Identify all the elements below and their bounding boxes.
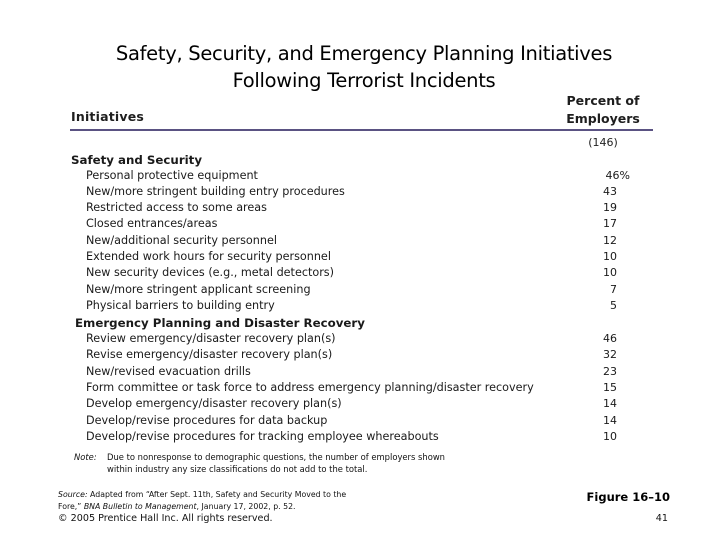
table-row-label: Review emergency/disaster recovery plan(s) bbox=[86, 332, 336, 345]
table-row-value: 17 bbox=[603, 217, 617, 230]
slide-title-line-1: Safety, Security, and Emergency Planning Initiatives bbox=[115, 42, 613, 65]
table-row-value: 15 bbox=[603, 381, 617, 394]
table-row-label: Extended work hours for security personnel bbox=[86, 250, 331, 263]
source-text-pre: Adapted from “After Sept. 11th, Safety and Security Moved to the Fore,” bbox=[58, 490, 347, 511]
note-text: Due to nonresponse to demographic questions, the number of employers shown within industry any size classifications do not add to the total. bbox=[107, 452, 445, 474]
section-heading-safety-security: Safety and Security bbox=[71, 153, 203, 167]
column-header-percent-line-2: Employers bbox=[566, 111, 640, 126]
table-row-value: 32 bbox=[603, 348, 617, 361]
note-label: Note: bbox=[74, 452, 97, 462]
table-row-label: Physical barriers to building entry bbox=[86, 299, 275, 312]
slide-title bbox=[0, 40, 720, 94]
source-text-post: , January 17, 2002, p. 52. bbox=[196, 502, 296, 511]
page-number: 41 bbox=[655, 513, 668, 524]
table-row-value: 19 bbox=[603, 201, 617, 214]
table-row-label: Personal protective equipment bbox=[86, 169, 258, 182]
copyright-notice: © 2005 Prentice Hall Inc. All rights reserved. bbox=[58, 513, 273, 524]
column-header-initiatives: Initiatives bbox=[71, 109, 145, 124]
table-row-label: Revise emergency/disaster recovery plan(s) bbox=[86, 348, 333, 361]
section-heading-emergency-planning: Emergency Planning and Disaster Recovery bbox=[75, 316, 365, 330]
header-divider bbox=[70, 129, 653, 131]
table-row-label: Develop/revise procedures for data backup bbox=[86, 414, 328, 427]
table-row-value: 5 bbox=[610, 299, 617, 312]
table-row-label: Closed entrances/areas bbox=[86, 217, 218, 230]
table-row-value: 10 bbox=[603, 266, 617, 279]
table-row-value: 43 bbox=[603, 185, 617, 198]
table-row-value: 12 bbox=[603, 234, 617, 247]
table-row-label: New/revised evacuation drills bbox=[86, 365, 251, 378]
table-row-label: New security devices (e.g., metal detectors) bbox=[86, 266, 335, 279]
column-header-percent-line-1: Percent of bbox=[566, 93, 640, 108]
table-row-label: Develop/revise procedures for tracking employee whereabouts bbox=[86, 430, 439, 443]
source-publication: BNA Bulletin to Management bbox=[83, 502, 197, 511]
table-row-label: New/more stringent building entry procedures bbox=[86, 185, 345, 198]
table-row-value: 10 bbox=[603, 250, 617, 263]
table-row-label: Restricted access to some areas bbox=[86, 201, 267, 214]
table-row-value: 14 bbox=[603, 397, 617, 410]
table-row-label: Form committee or task force to address emergency planning/disaster recovery bbox=[86, 381, 534, 394]
source-citation bbox=[58, 489, 358, 513]
table-row-value: 46% bbox=[605, 169, 630, 182]
table-row-value: 10 bbox=[603, 430, 617, 443]
table-row-label: New/additional security personnel bbox=[86, 234, 277, 247]
table-row-value: 23 bbox=[603, 365, 617, 378]
table-row-value: 46 bbox=[603, 332, 617, 345]
table-row-value: 14 bbox=[603, 414, 617, 427]
sample-size: (146) bbox=[588, 136, 618, 149]
table-row-label: Develop emergency/disaster recovery plan(s) bbox=[86, 397, 342, 410]
column-header-percent bbox=[548, 92, 658, 128]
slide-title-line-2: Following Terrorist Incidents bbox=[232, 69, 496, 92]
table-row-value: 7 bbox=[610, 283, 617, 296]
figure-label: Figure 16–10 bbox=[586, 490, 670, 504]
table-row-label: New/more stringent applicant screening bbox=[86, 283, 311, 296]
source-label: Source: bbox=[58, 490, 88, 499]
